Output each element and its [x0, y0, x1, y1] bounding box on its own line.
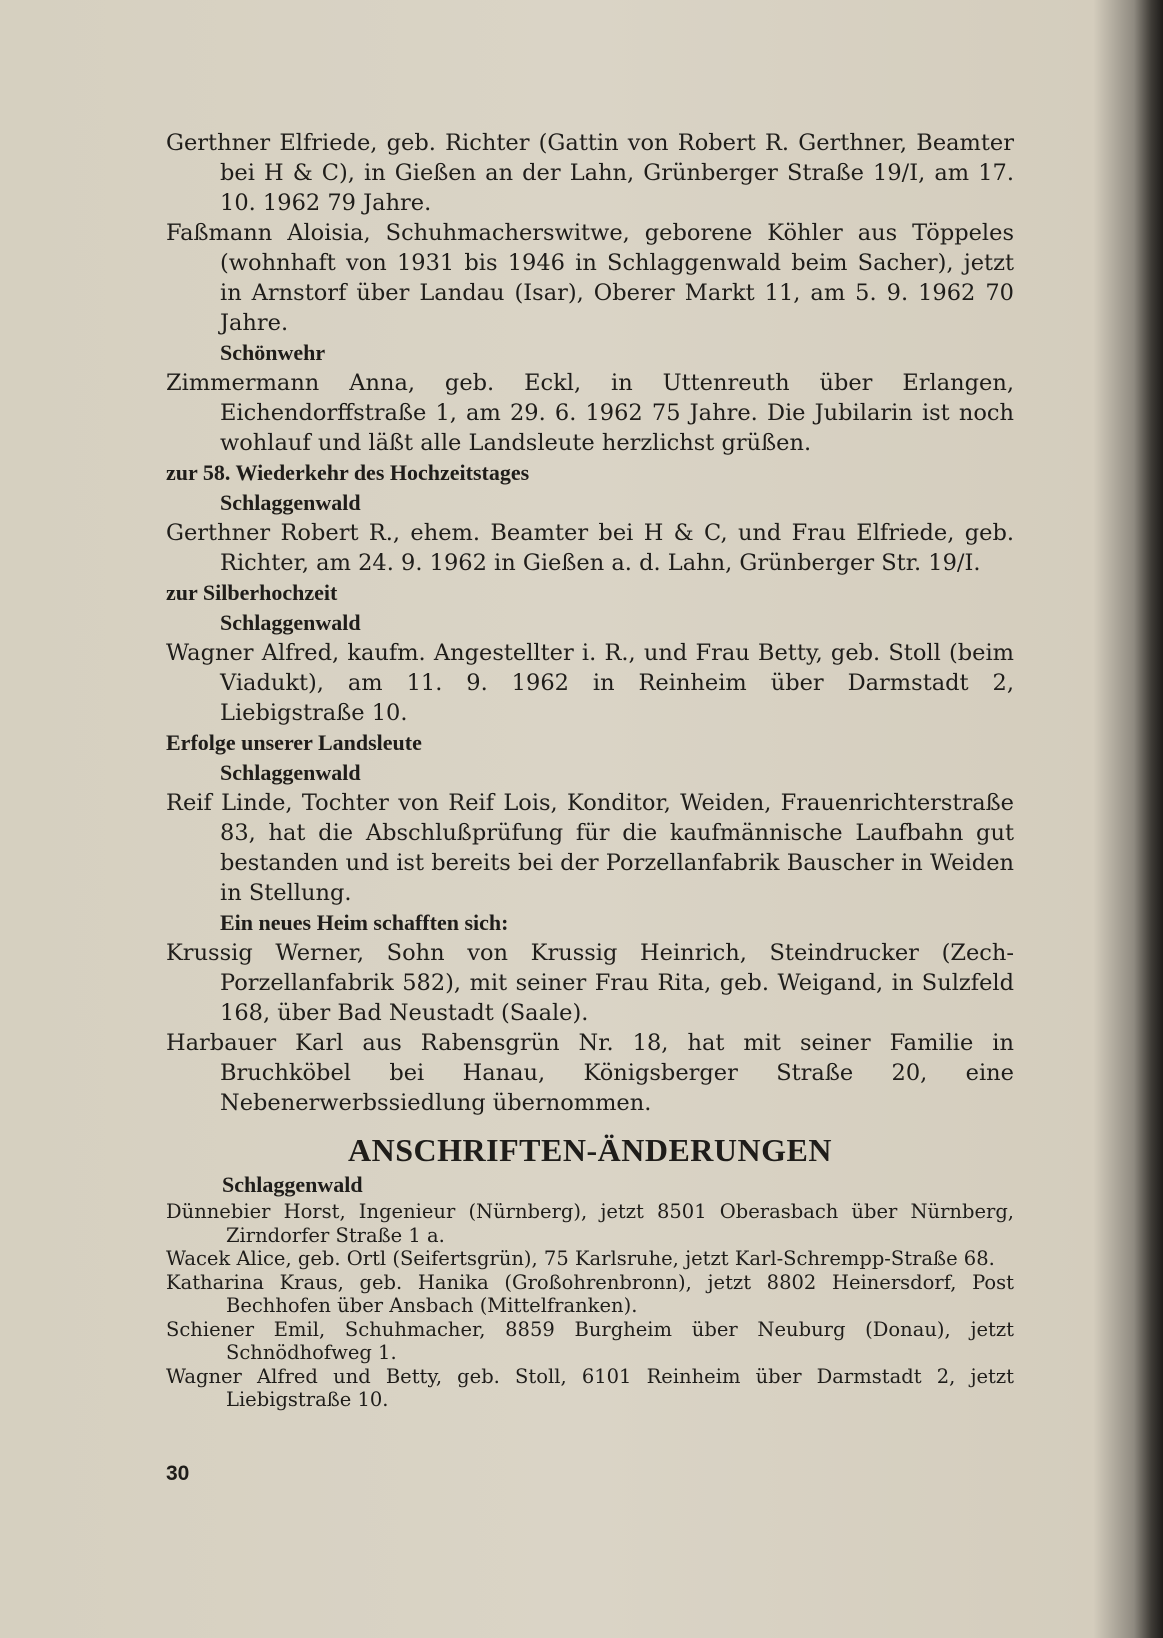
section-heading: zur 58. Wiederkehr des Hochzeitstages	[166, 460, 530, 485]
section-heading: zur Silberhochzeit	[166, 580, 338, 605]
announcement-entry: Wagner Alfred, kaufm. Angestellter i. R., und Frau Betty, geb. Stoll (beim Viadukt), am 11. 9. 1962 in Reinheim über Darmstadt 2, Liebigstraße 10.	[166, 640, 1014, 726]
address-entry: Wagner Alfred und Betty, geb. Stoll, 6101 Reinheim über Darmstadt 2, jetzt Liebigstraße 10.	[166, 1364, 1014, 1411]
address-entry: Schiener Emil, Schuhmacher, 8859 Burgheim über Neuburg (Donau), jetzt Schnödhofweg 1.	[166, 1317, 1014, 1364]
address-entry: Dünnebier Horst, Ingenieur (Nürnberg), jetzt 8501 Oberasbach über Nürnberg, Zirndorfer Straße 1 a.	[166, 1200, 1014, 1247]
place-subheading: Schlaggenwald	[220, 490, 361, 515]
announcement-entry: Faßmann Aloisia, Schuhmacherswitwe, geborene Köhler aus Töppeles (wohnhaft von 1931 bis 1946 in Schlaggenwald beim Sacher), jetzt in Arnstorf über Landau (Isar), Oberer Markt 11, am 5. 9. 1962 70 Jahre.	[166, 220, 1014, 336]
address-changes-title: ANSCHRIFTEN-ÄNDERUNGEN	[348, 1132, 832, 1168]
announcements-block	[166, 128, 1014, 1118]
page-number: 30	[166, 1462, 190, 1485]
announcement-entry: Reif Linde, Tochter von Reif Lois, Konditor, Weiden, Frauenrichterstraße 83, hat die Abschlußprüfung für die kaufmännische Laufbahn gut bestanden und ist bereits bei der Porzellanfabrik Bauscher in Weiden in Stellung.	[166, 790, 1014, 906]
announcement-entry: Krussig Werner, Sohn von Krussig Heinrich, Steindrucker (Zech-Porzellanfabrik 582), mit seiner Frau Rita, geb. Weigand, in Sulzfeld 168, über Bad Neustadt (Saale).	[166, 940, 1014, 1026]
section-heading: Erfolge unserer Landsleute	[166, 730, 422, 755]
announcement-entry: Harbauer Karl aus Rabensgrün Nr. 18, hat mit seiner Familie in Bruchköbel bei Hanau, Königsberger Straße 20, eine Nebenerwerbssiedlung übernommen.	[166, 1030, 1014, 1116]
place-subheading: Schlaggenwald	[220, 610, 361, 635]
announcement-entry: Zimmermann Anna, geb. Eckl, in Uttenreuth über Erlangen, Eichendorffstraße 1, am 29. 6. 1962 75 Jahre. Die Jubilarin ist noch wohlauf und läßt alle Landsleute herzlichst grüßen.	[166, 370, 1014, 456]
address-changes-subheading: Schlaggenwald	[222, 1172, 363, 1197]
address-changes-list	[166, 1200, 1014, 1412]
address-entry: Wacek Alice, geb. Ortl (Seifertsgrün), 75 Karlsruhe, jetzt Karl-Schrempp-Straße 68.	[166, 1247, 995, 1270]
place-subheading: Schönwehr	[220, 340, 326, 365]
page-content	[166, 128, 1014, 1412]
announcement-entry: Gerthner Robert R., ehem. Beamter bei H & C, und Frau Elfriede, geb. Richter, am 24. 9. 1962 in Gießen a. d. Lahn, Grünberger Str. 19/I.	[166, 520, 1014, 576]
place-subheading: Ein neues Heim schafften sich:	[220, 910, 509, 935]
address-entry: Katharina Kraus, geb. Hanika (Großohrenbronn), jetzt 8802 Heinersdorf, Post Bechhofen über Ansbach (Mittelfranken).	[166, 1270, 1014, 1317]
place-subheading: Schlaggenwald	[220, 760, 361, 785]
announcement-entry: Gerthner Elfriede, geb. Richter (Gattin von Robert R. Gerthner, Beamter bei H & C), in Gießen an der Lahn, Grünberger Straße 19/I, am 17. 10. 1962 79 Jahre.	[166, 130, 1014, 216]
